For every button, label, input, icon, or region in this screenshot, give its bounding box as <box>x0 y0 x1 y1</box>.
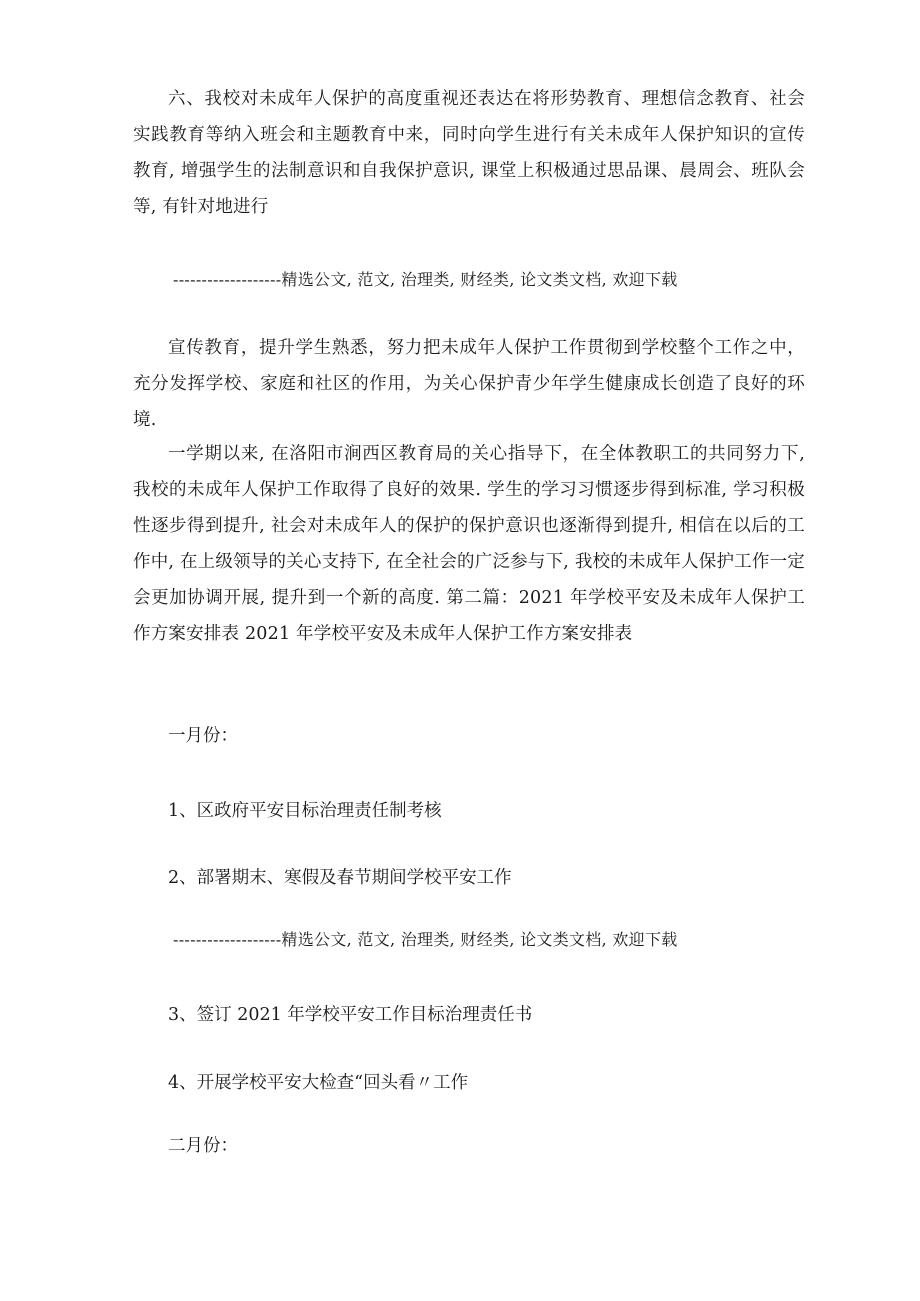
download-separator: -------------------精选公文, 范文, 治理类, 财经类, 论文类文档, 欢迎下载 <box>173 930 678 949</box>
download-separator: -------------------精选公文, 范文, 治理类, 财经类, 论文类文档, 欢迎下载 <box>173 270 678 289</box>
january-heading: 一月份： <box>168 726 238 746</box>
list-item: 3、签订 2021 年学校平安工作目标治理责任书 <box>168 1005 533 1025</box>
list-item: 2、部署期末、寒假及春节期间学校平安工作 <box>168 868 512 888</box>
paragraph-six: 六、我校对未成年人保护的高度重视还表达在将形势教育、理想信念教育、社会实践教育等纳入班会和主题教育中来，同时向学生进行有关未成年人保护知识的宣传教育, 增强学生的法制意识和自我保护意识, 课堂上积极通过思品课、晨周会、班队会等, 有针对地进行 <box>133 89 805 217</box>
paragraph-semester-summary: 一学期以来, 在洛阳市涧西区教育局的关心指导下，在全体教职工的共同努力下, 我校的未成年人保护工作取得了良好的效果. 学生的学习习惯逐步得到标准, 学习积极性逐步得到提升, 社会对未成年人的保护的保护意识也逐渐得到提升, 相信在以后的工作中, 在上级领导的关心支持下, 在全社会的广泛参与下, 我校的未成年人保护工作一定会更加协调开展, 提升到一个新的高度. 第二篇：2021 年学校平安及未成年人保护工作方案安排表 2021 年学校平安及未成年人保护工作方案安排表 <box>133 444 805 644</box>
february-heading: 二月份： <box>168 1136 238 1156</box>
paragraph-publicity: 宣传教育，提升学生熟悉，努力把未成年人保护工作贯彻到学校整个工作之中，充分发挥学校、家庭和社区的作用，为关心保护青少年学生健康成长创造了良好的环境. <box>133 338 805 430</box>
list-item: 4、开展学校平安大检查“回头看〃工作 <box>168 1073 469 1093</box>
list-item: 1、区政府平安目标治理责任制考核 <box>168 801 442 821</box>
